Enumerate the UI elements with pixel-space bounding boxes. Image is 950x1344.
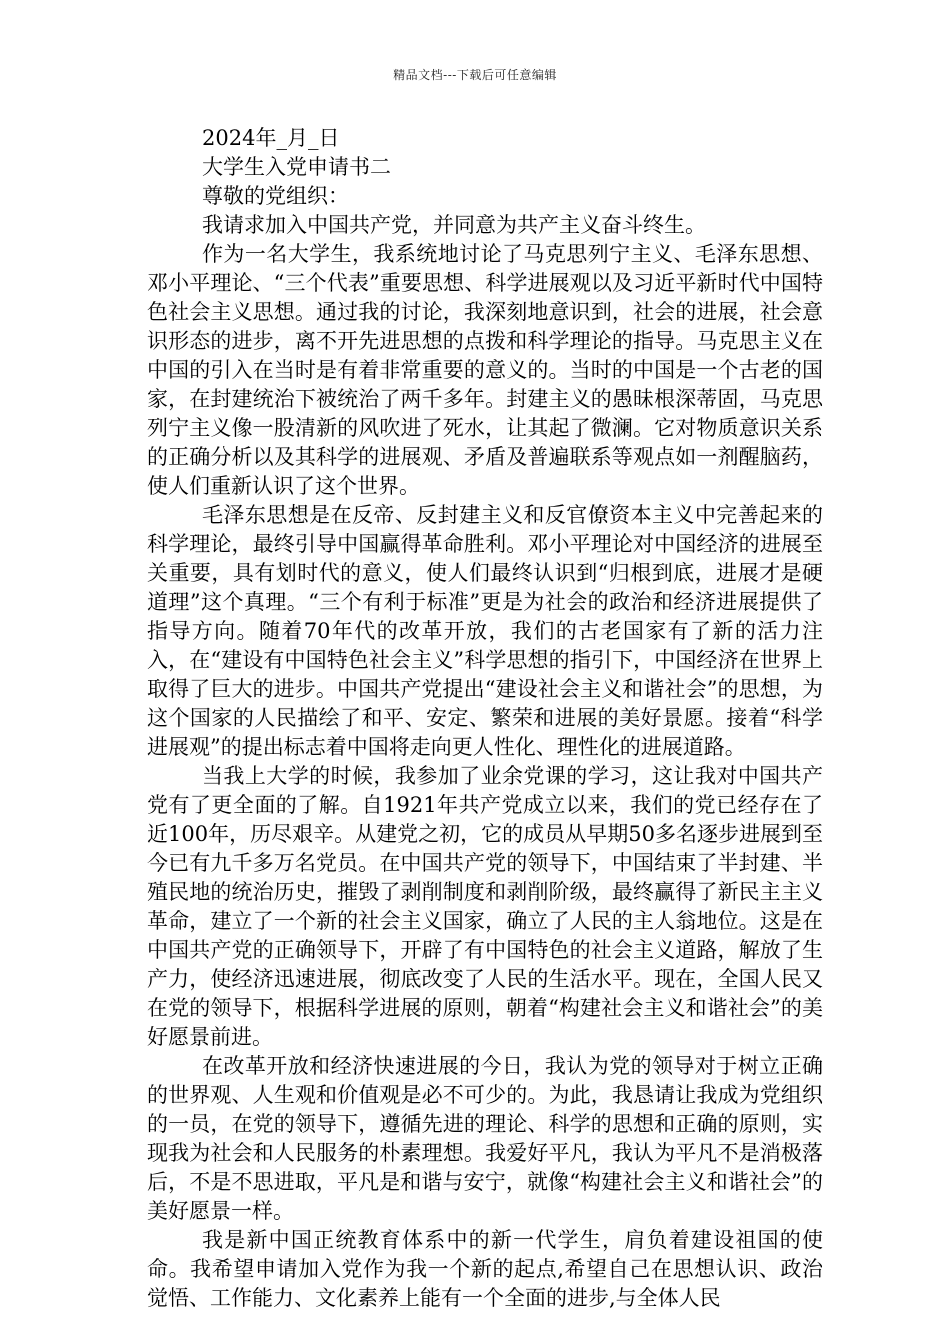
paragraph: 毛泽东思想是在反帝、反封建主义和反官僚资本主义中完善起来的科学理论，最终引导中国赢得革命胜利。邓小平理论对中国经济的进展至关重要，具有划时代的意义，使人们最终认识到“归根到底，进展才是硬道理”这个真理。“三个有利于标准”更是为社会的政治和经济进展提供了指导方向。随着70年代的改革开放，我们的古老国家有了新的活力注入，在“建设有中国特色社会主义”科学思想的指引下，中国经济在世界上取得了巨大的进步。中国共产党提出“建设社会主义和谐社会”的思想，为这个国家的人民描绘了和平、安定、繁荣和进展的美好景愿。接着“科学进展观”的提出标志着中国将走向更人性化、理性化的进展道路。 <box>147 503 823 759</box>
paragraph: 当我上大学的时候，我参加了业余党课的学习，这让我对中国共产党有了更全面的了解。自1921年共产党成立以来，我们的党已经存在了近100年，历尽艰辛。从建党之初，它的成员从早期50多名逐步进展到至今已有九千多万名党员。在中国共产党的领导下，中国结束了半封建、半殖民地的统治历史，摧毁了剥削制度和剥削阶级，最终赢得了新民主主义革命，建立了一个新的社会主义国家，确立了人民的主人翁地位。这是在中国共产党的正确领导下，开辟了有中国特色的社会主义道路，解放了生产力，使经济迅速进展，彻底改变了人民的生活水平。现在，全国人民又在党的领导下，根据科学进展的原则，朝着“构建社会主义和谐社会”的美好愿景前进。 <box>147 764 823 1049</box>
paragraph: 我是新中国正统教育体系中的新一代学生，肩负着建设祖国的使命。我希望申请加入党作为我一个新的起点,希望自己在思想认识、政治觉悟、工作能力、文化素养上能有一个全面的进步,与全体人民 <box>147 1228 823 1310</box>
paragraph: 在改革开放和经济快速进展的今日，我认为党的领导对于树立正确的世界观、人生观和价值观是必不可少的。为此，我恳请让我成为党组织的一员，在党的领导下，遵循先进的理论、科学的思想和正确的原则，实现我为社会和人民服务的朴素理想。我爱好平凡，我认为平凡不是消极落后，不是不思进取，平凡是和谐与安宁，就像“构建社会主义和谐社会”的美好愿景一样。 <box>147 1054 823 1223</box>
date-line: 2024年_月_日 <box>202 126 340 150</box>
document-body <box>147 124 823 1313</box>
document-title: 大学生入党申请书二 <box>202 155 391 179</box>
paragraph: 我请求加入中国共产党，并同意为共产主义奋斗终生。 <box>202 213 706 237</box>
paragraph: 作为一名大学生，我系统地讨论了马克思列宁主义、毛泽东思想、邓小平理论、“三个代表”重要思想、科学进展观以及习近平新时代中国特色社会主义思想。通过我的讨论，我深刻地意识到，社会的进展，社会意识形态的进步，离不开先进思想的点拨和科学理论的指导。马克思主义在中国的引入在当时是有着非常重要的意义的。当时的中国是一个古老的国家，在封建统治下被统治了两千多年。封建主义的愚昧根深蒂固，马克思列宁主义像一股清新的风吹进了死水，让其起了微澜。它对物质意识关系的正确分析以及其科学的进展观、矛盾及普遍联系等观点如一剂醒脑药，使人们重新认识了这个世界。 <box>147 242 823 498</box>
salutation: 尊敬的党组织： <box>202 184 349 208</box>
header-note: 精品文档---下载后可任意编辑 <box>393 68 557 82</box>
